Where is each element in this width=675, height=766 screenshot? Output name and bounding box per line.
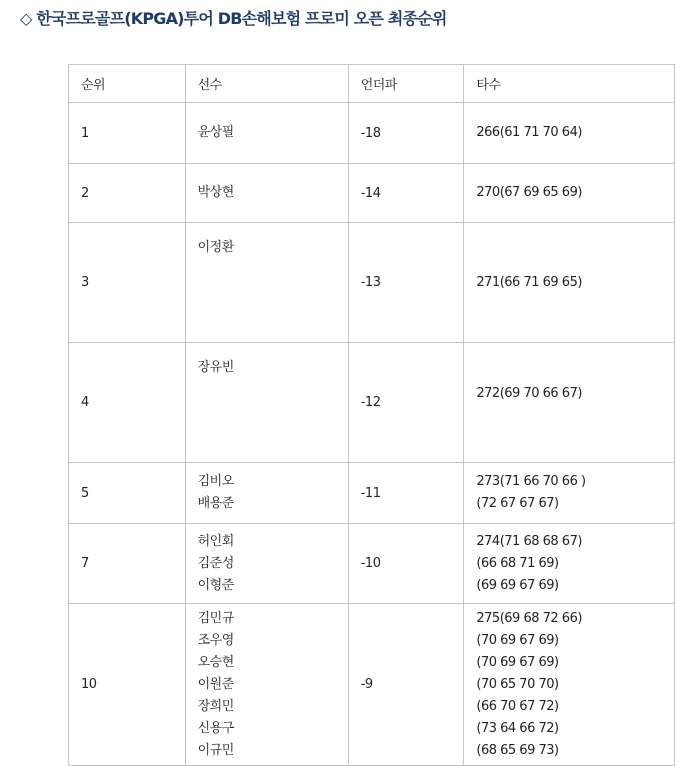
under-par-cell: -18 bbox=[348, 103, 464, 164]
table-row bbox=[69, 103, 675, 164]
strokes-line: 272(69 70 66 67) bbox=[476, 386, 582, 401]
rank-cell: 1 bbox=[69, 103, 186, 164]
player-cell bbox=[185, 524, 348, 604]
strokes-line: (72 67 67 67) bbox=[476, 496, 559, 511]
header-rank: 순위 bbox=[69, 65, 186, 103]
strokes-line: (70 65 70 70) bbox=[476, 676, 559, 692]
table-row bbox=[69, 164, 675, 223]
strokes-line: 275(69 68 72 66) bbox=[476, 610, 582, 626]
player-cell bbox=[185, 103, 348, 164]
player-name: 김비오 bbox=[197, 474, 234, 489]
under-par-cell: -12 bbox=[348, 343, 464, 463]
strokes-cell bbox=[464, 604, 675, 766]
strokes-line: 270(67 69 65 69) bbox=[476, 185, 582, 200]
rank-cell: 10 bbox=[69, 604, 186, 766]
under-par-cell: -9 bbox=[348, 604, 464, 766]
strokes-cell bbox=[464, 463, 675, 524]
strokes-line: 274(71 68 68 67) bbox=[476, 533, 582, 549]
player-name: 이규민 bbox=[197, 742, 234, 758]
player-name: 장유빈 bbox=[197, 360, 234, 375]
player-name: 김준성 bbox=[197, 555, 234, 571]
table-row bbox=[69, 223, 675, 343]
strokes-line: 266(61 71 70 64) bbox=[476, 125, 582, 140]
strokes-line: (73 64 66 72) bbox=[476, 720, 559, 736]
strokes-cell bbox=[464, 524, 675, 604]
strokes-cell bbox=[464, 164, 675, 223]
player-name: 오승현 bbox=[197, 654, 234, 670]
table-row bbox=[69, 604, 675, 766]
table-row bbox=[69, 343, 675, 463]
under-par-cell: -13 bbox=[348, 223, 464, 343]
player-cell bbox=[185, 343, 348, 463]
strokes-line: (70 69 67 69) bbox=[476, 632, 559, 648]
rank-cell: 7 bbox=[69, 524, 186, 604]
strokes-line: (66 68 71 69) bbox=[476, 555, 559, 571]
strokes-line: (69 69 67 69) bbox=[476, 577, 559, 593]
strokes-line: (66 70 67 72) bbox=[476, 698, 559, 714]
strokes-line: (68 65 69 73) bbox=[476, 742, 559, 758]
header-strokes: 타수 bbox=[464, 65, 675, 103]
strokes-cell bbox=[464, 103, 675, 164]
rank-cell: 5 bbox=[69, 463, 186, 524]
player-cell bbox=[185, 463, 348, 524]
strokes-line: 273(71 66 70 66 ) bbox=[476, 474, 586, 489]
table-row bbox=[69, 463, 675, 524]
under-par-cell: -14 bbox=[348, 164, 464, 223]
under-par-cell: -11 bbox=[348, 463, 464, 524]
rank-cell: 4 bbox=[69, 343, 186, 463]
player-cell bbox=[185, 604, 348, 766]
ranking-table bbox=[68, 64, 675, 766]
player-name: 윤상필 bbox=[197, 125, 234, 140]
page-title: ◇ 한국프로골프(KPGA)투어 DB손해보험 프로미 오픈 최종순위 bbox=[20, 9, 447, 28]
strokes-cell bbox=[464, 343, 675, 463]
under-par-cell: -10 bbox=[348, 524, 464, 604]
table-header-row bbox=[69, 65, 675, 103]
player-name: 배용준 bbox=[197, 496, 234, 511]
strokes-line: (70 69 67 69) bbox=[476, 654, 559, 670]
player-cell bbox=[185, 223, 348, 343]
strokes-cell bbox=[464, 223, 675, 343]
player-cell bbox=[185, 164, 348, 223]
header-under-par: 언더파 bbox=[348, 65, 464, 103]
player-name: 이원준 bbox=[197, 676, 234, 692]
player-name: 박상현 bbox=[197, 185, 234, 200]
rank-cell: 3 bbox=[69, 223, 186, 343]
table-row bbox=[69, 524, 675, 604]
rank-cell: 2 bbox=[69, 164, 186, 223]
header-player: 선수 bbox=[185, 65, 348, 103]
strokes-line: 271(66 71 69 65) bbox=[476, 274, 582, 290]
player-name: 장희민 bbox=[197, 698, 234, 714]
player-name: 허인회 bbox=[197, 533, 234, 549]
player-name: 이정환 bbox=[197, 240, 234, 255]
player-name: 신용구 bbox=[197, 720, 234, 736]
player-name: 김민규 bbox=[197, 610, 234, 626]
player-name: 조우영 bbox=[197, 632, 234, 648]
player-name: 이형준 bbox=[197, 577, 234, 593]
